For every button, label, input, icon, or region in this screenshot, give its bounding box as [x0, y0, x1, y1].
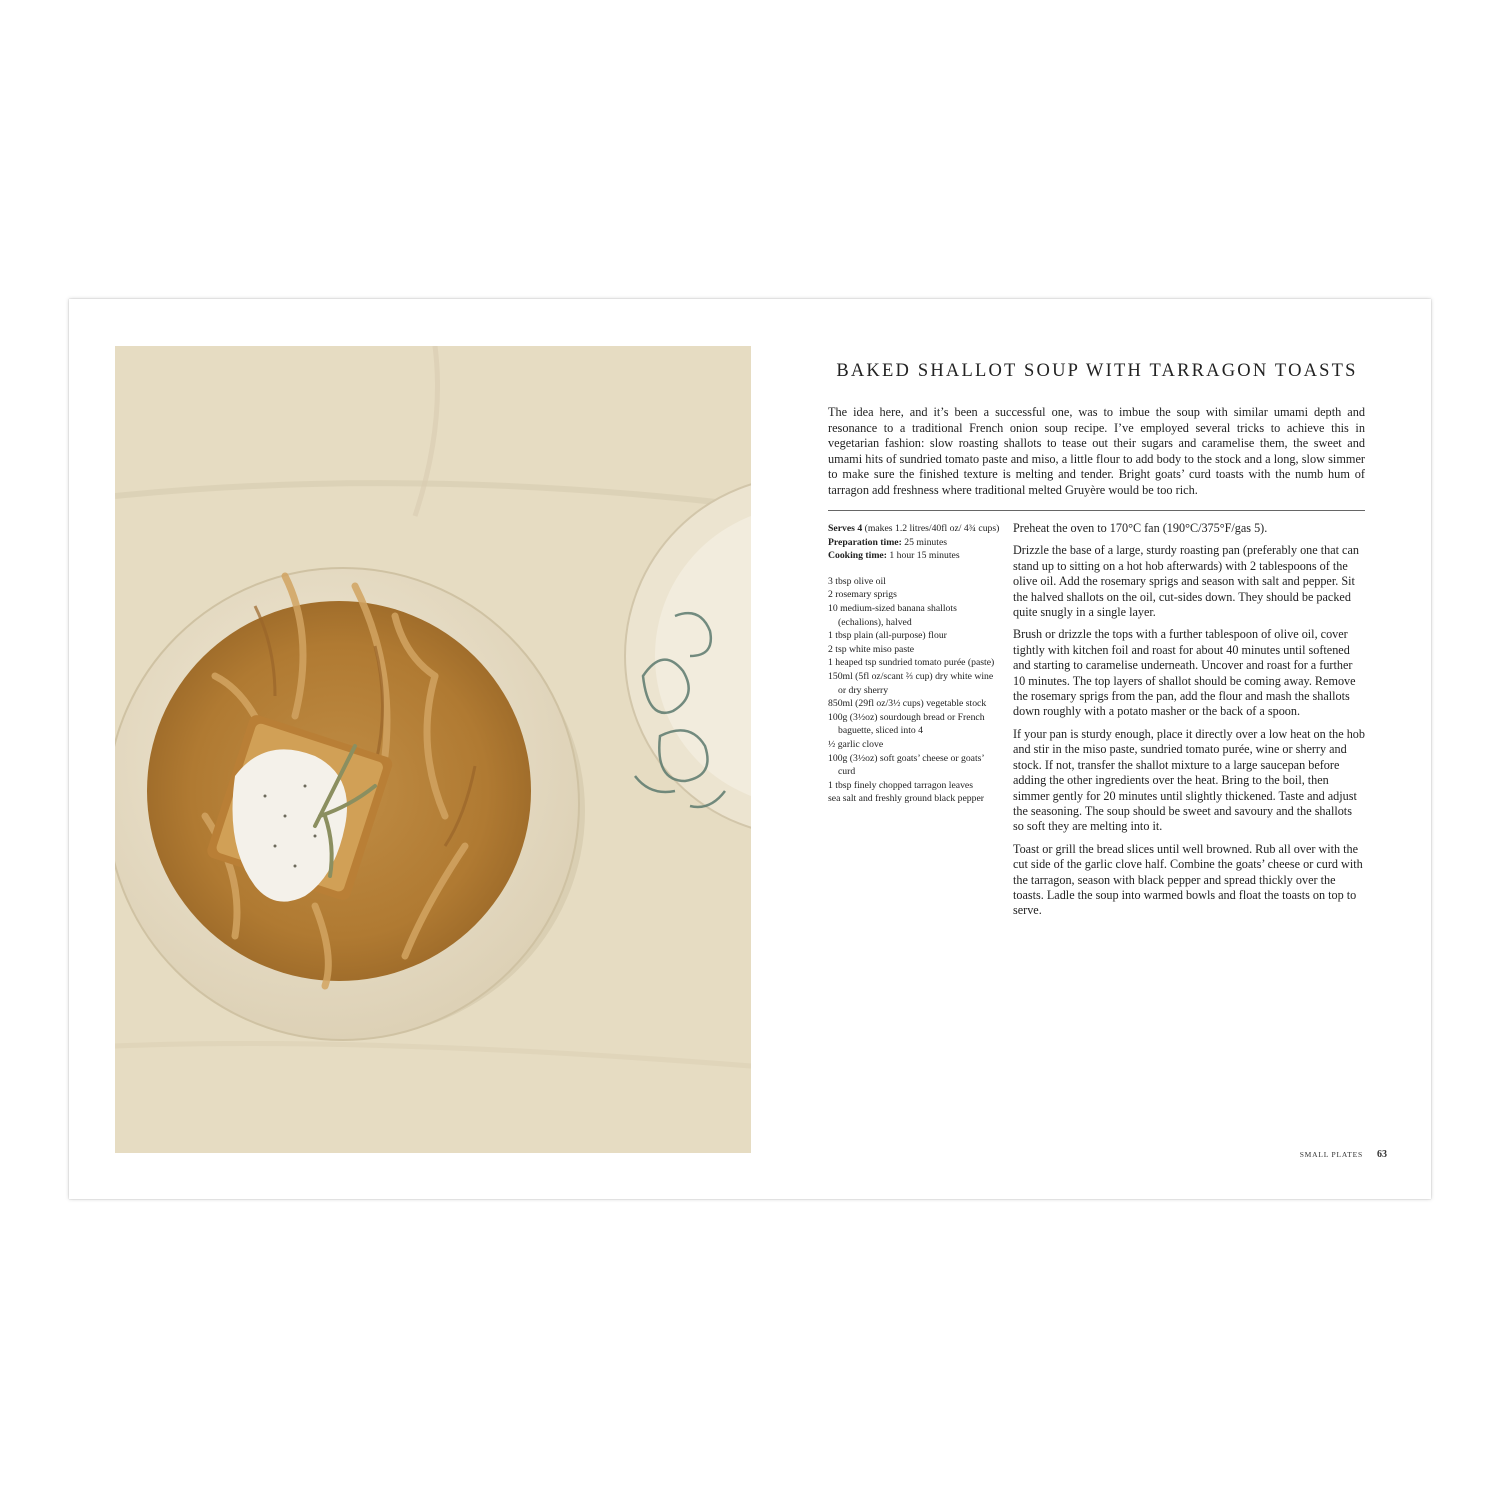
method-step: Toast or grill the bread slices until well browned. Rub all over with the cut side of the garlic clove half. Combine the goats’ cheese or curd with the tarragon, season with black pepper and spread thickly over the toasts. Ladle the soup into warmed bowls and float the toasts on top to serve. — [1013, 841, 1363, 918]
divider — [828, 510, 1365, 511]
method-step: If your pan is sturdy enough, place it directly over a low heat on the hob and stir in the miso paste, sundried tomato purée, wine or sherry and stock. If not, transfer the shallot mixture to a large saucepan before adding the other ingredients over the heat. Bring to the boil, then simmer gently for 20 minutes until slightly thickened. Taste and adjust the seasoning. The soup should be sweet and savoury and the shallots so soft they are melting into it. — [1013, 726, 1365, 834]
prep-value: 25 minutes — [901, 536, 948, 548]
ingredient-item: sea salt and freshly ground black pepper — [828, 793, 985, 805]
method-step: Preheat the oven to 170°C fan (190°C/375°F/gas 5). — [1013, 521, 1268, 535]
recipe-title: BAKED SHALLOT SOUP WITH TARRAGON TOASTS — [836, 361, 1358, 381]
section-name: SMALL PLATES — [1299, 1150, 1363, 1159]
ingredient-list — [828, 575, 1003, 806]
book-spread — [69, 299, 1431, 1199]
serves-line — [828, 522, 1003, 536]
ingredient-item: 10 medium-sized banana shallots (echalions), halved — [828, 602, 957, 628]
ingredient-item: 850ml (29fl oz/3½ cups) vegetable stock — [828, 698, 987, 710]
recipe-meta — [828, 522, 1003, 806]
ingredient-item: 1 tbsp finely chopped tarragon leaves — [828, 779, 973, 791]
page-footer — [1300, 1144, 1387, 1162]
prep-line — [828, 536, 1003, 550]
method-step: Drizzle the base of a large, sturdy roasting pan (preferably one that can stand up to sitting on a hot hob afterwards) with 2 tablespoons of the olive oil. Add the rosemary sprigs and season with salt and pepper. Sit the halved shallots on the oil, cut-sides down. They should be packed quite snugly in a single layer. — [1013, 543, 1359, 620]
method-steps — [1013, 521, 1365, 926]
soup-photo — [115, 346, 751, 1153]
ingredient-item: 2 rosemary sprigs — [828, 589, 897, 601]
cook-label: Cooking time: — [828, 550, 887, 562]
cook-value: 1 hour 15 minutes — [886, 550, 960, 562]
ingredient-item: ½ garlic clove — [828, 738, 884, 750]
ingredient-item: 100g (3½oz) sourdough bread or French baguette, sliced into 4 — [828, 711, 985, 737]
ingredient-item: 2 tsp white miso paste — [828, 643, 915, 655]
ingredient-item: 1 tbsp plain (all-purpose) flour — [828, 630, 947, 642]
ingredient-item: 100g (3½oz) soft goats’ cheese or goats’ curd — [828, 752, 984, 778]
recipe-intro: The idea here, and it’s been a successful one, was to imbue the soup with similar umami depth and resonance to a traditional French onion soup recipe. I’ve employed several tricks to achieve this in vegetarian fashion: slow roasting shallots to tease out their sugars and caramelise them, the sweet and umami hits of sundried tomato paste and miso, a little flour to add body to the stock and a long, slow simmer to make sure the finished texture is melting and tender. Bright goats’ curd toasts with the numb hum of tarragon add freshness where traditional melted Gruyère would be too rich. — [828, 405, 1365, 497]
ingredient-item: 1 heaped tsp sundried tomato purée (paste) — [828, 657, 995, 669]
serves-note: (makes 1.2 litres/40fl oz/ 4¾ cups) — [862, 523, 1000, 534]
method-step: Brush or drizzle the tops with a further tablespoon of olive oil, cover tightly with kitchen foil and roast for about 40 minutes until softened and starting to caramelise underneath. Uncover and roast for a further 10 minutes. The top layers of shallot should be coming away. Remove the rosemary sprigs from the pan, add the flour and mash the shallots down roughly with a potato masher or the back of a spoon. — [1013, 627, 1356, 719]
cook-line — [828, 549, 1003, 563]
serves-label: Serves 4 — [828, 523, 863, 534]
prep-label: Preparation time: — [828, 536, 902, 548]
page-number: 63 — [1377, 1149, 1387, 1160]
ingredient-item: 150ml (5fl oz/scant ⅔ cup) dry white wine or dry sherry — [828, 670, 994, 696]
ingredient-item: 3 tbsp olive oil — [828, 575, 886, 587]
